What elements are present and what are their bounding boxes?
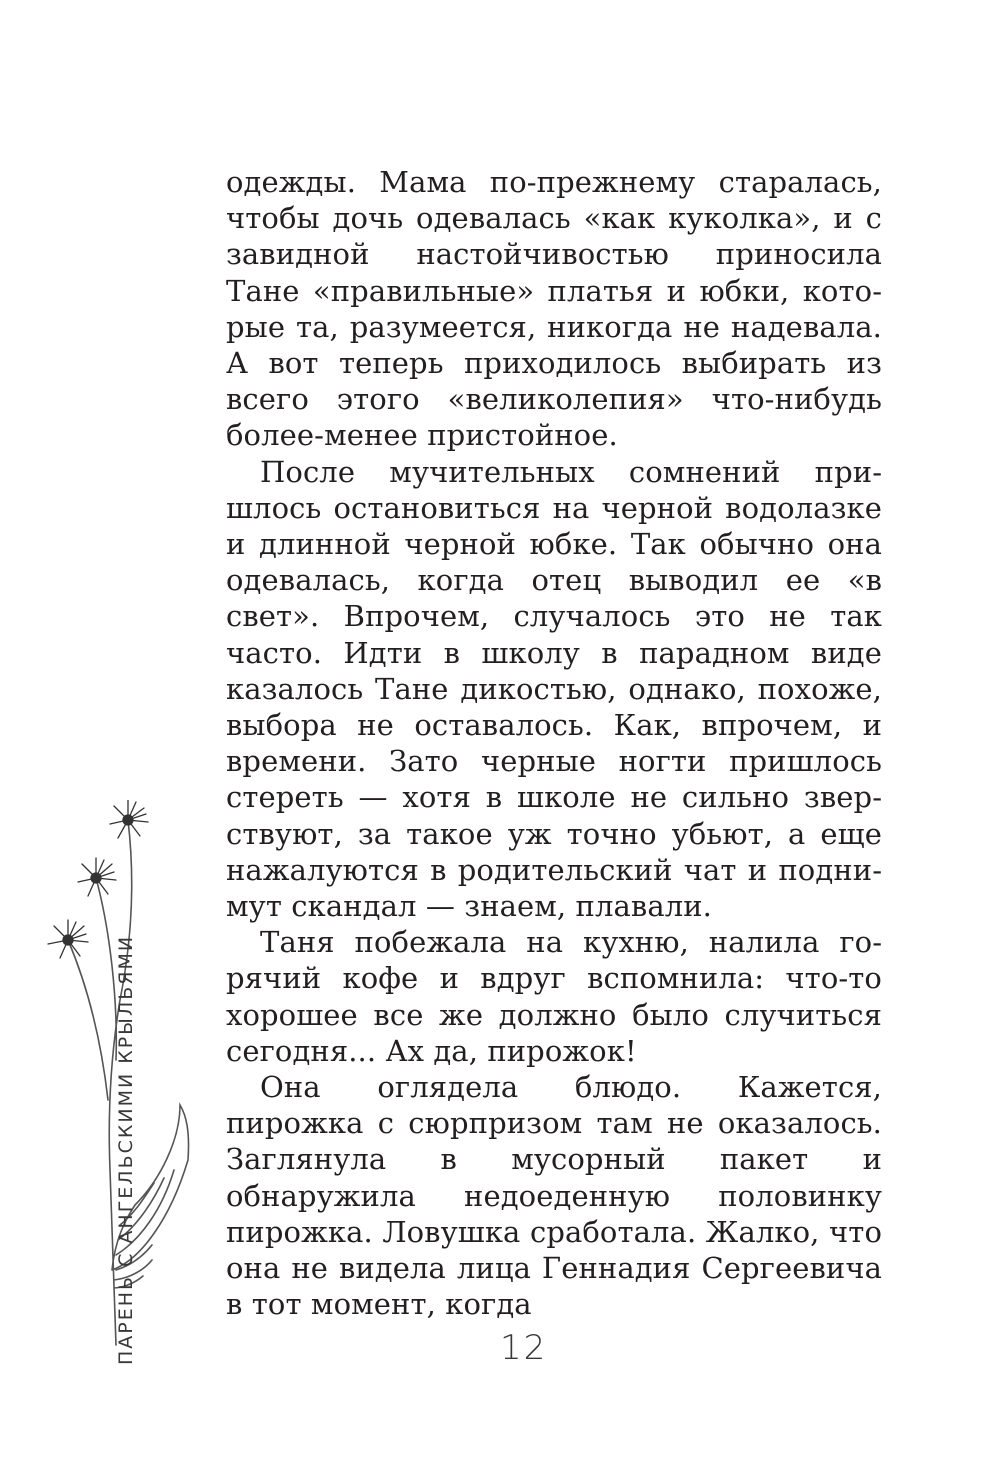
paragraph-4: Она оглядела блюдо. Кажется, пирожка с сюрпризом там не оказалось. Заглянула в мусорный пакет и обнаружила недоеденную половинку пирожка. Ловушка сработала. Жалко, что она не видела лица Геннадия Сергеевича в тот момент, когда <box>226 1070 882 1322</box>
body-text <box>226 164 882 1323</box>
stem-2 <box>96 878 116 1060</box>
paragraph-3: Таня побежала на кухню, налила горячий кофе и вдруг вспомнила: что-то хорошее все же должно было случиться сегодня... Ах да, пирожок! <box>226 925 882 1068</box>
paragraph-2: После мучительных сомнений пришлось остановиться на черной водолазке и длинной черной юбке. Так обычно она одевалась, когда отец выводил ее «в свет». Впрочем, случалось это не так часто. Идти в школу в парадном виде казалось Тане дикостью, однако, похоже, выбора не оставалось. Как, впрочем, и времени. Зато черные ногти пришлось стереть — хотя в школе не сильно зверствуют, за такое уж точно убьют, а еще нажалуются в родительский чат и поднимут скандал — знаем, плавали. <box>226 454 882 924</box>
page-number: 12 <box>500 1328 548 1368</box>
puff-icon <box>78 858 116 896</box>
paragraph-1: одежды. Мама по-прежнему старалась, чтобы дочь одевалась «как куколка», и с завидной настойчивостью приносила Тане «правильные» платья и юбки, которые та, разумеется, никогда не надевала. А вот теперь приходилось выбирать из всего этого «великолепия» что-нибудь более-менее пристойное. <box>226 165 882 453</box>
stem-3 <box>68 940 108 1100</box>
running-title: ПАРЕНЬ С АНГЕЛЬСКИМИ КРЫЛЬЯМИ <box>115 934 137 1365</box>
puff-icon <box>48 920 88 958</box>
